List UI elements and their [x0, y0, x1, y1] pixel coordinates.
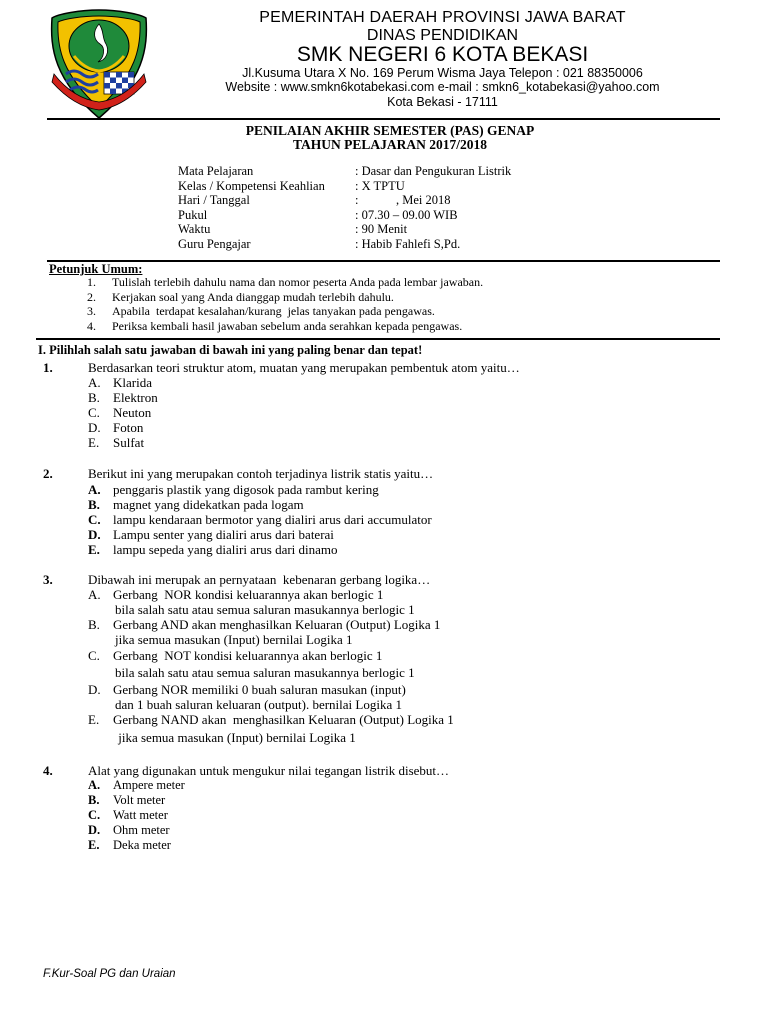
school-website-email: Website : www.smkn6kotabekasi.com e-mail : smkn6_kotabekasi@yahoo.com [225, 80, 660, 94]
question-stem: Berikut ini yang merupakan contoh terjadinya listrik statis yaitu… [88, 466, 434, 481]
option-b: B. Elektron [88, 390, 158, 405]
info-value: : X TPTU [355, 178, 405, 193]
option-e: E. Gerbang NAND akan menghasilkan Keluaran (Output) Logika 1 [88, 712, 454, 727]
option-b: B. magnet yang didekatkan pada logam [88, 497, 304, 512]
instruction-item: 4. Periksa kembali hasil jawaban sebelum anda serahkan kepada pengawas. [87, 318, 463, 333]
exam-info-table [178, 164, 511, 251]
info-key: Waktu [178, 222, 211, 236]
info-row [178, 237, 511, 252]
option-e: E. Sulfat [88, 435, 145, 450]
info-row [178, 208, 511, 223]
option-a: A. Ampere meter [88, 778, 185, 792]
section-heading: I. Pilihlah salah satu jawaban di bawah ini yang paling benar dan tepat! [38, 343, 423, 357]
info-row [178, 164, 511, 179]
option-d: D. Lampu senter yang dialiri arus dari baterai [88, 527, 334, 542]
info-value: : Dasar dan Pengukuran Listrik [355, 164, 512, 178]
option-c-continuation: bila salah satu atau semua saluran masukannya berlogic 1 [115, 665, 415, 680]
info-value: : , Mei 2018 [355, 193, 451, 207]
option-b-continuation: jika semua masukan (Input) bernilai Logika 1 [115, 632, 353, 647]
question-number: 2. [43, 466, 53, 481]
option-b: B. Volt meter [88, 793, 166, 807]
option-c: C. Gerbang NOT kondisi keluarannya akan berlogic 1 [88, 648, 383, 663]
option-a: A. penggaris plastik yang digosok pada rambut kering [88, 482, 379, 497]
question-stem: Dibawah ini merupak an pernyataan kebenaran gerbang logika… [88, 572, 431, 587]
school-name: SMK NEGERI 6 KOTA BEKASI [296, 43, 589, 66]
option-e: E. Deka meter [88, 838, 171, 852]
info-row [178, 222, 511, 237]
exam-year: TAHUN PELAJARAN 2017/2018 [292, 137, 487, 152]
option-a: A. Klarida [88, 375, 152, 390]
question-stem: Berdasarkan teori struktur atom, muatan yang merupakan pembentuk atom yaitu… [88, 360, 520, 375]
exam-title: PENILAIAN AKHIR SEMESTER (PAS) GENAP [245, 123, 535, 138]
info-key: Mata Pelajaran [178, 164, 254, 178]
instructions-title: Petunjuk Umum: [49, 262, 143, 276]
info-value: : 90 Menit [355, 222, 408, 236]
department-title: DINAS PENDIDIKAN [366, 27, 519, 44]
option-e: E. lampu sepeda yang dialiri arus dari dinamo [88, 542, 338, 557]
info-key: Hari / Tanggal [178, 193, 250, 207]
option-c: C. Watt meter [88, 808, 168, 822]
info-value: : Habib Fahlefi S,Pd. [355, 236, 461, 251]
letterhead-divider [47, 118, 720, 120]
instruction-item: 1. Tulislah terlebih dahulu nama dan nomor peserta Anda pada lembar jawaban. [87, 275, 484, 289]
option-a: A. Gerbang NOR kondisi keluarannya akan berlogic 1 [88, 587, 384, 602]
option-a-continuation: bila salah satu atau semua saluran masukannya berlogic 1 [115, 602, 415, 617]
option-d: D. Gerbang NOR memiliki 0 buah saluran masukan (input) [88, 682, 406, 697]
option-d-continuation: dan 1 buah saluran keluaran (output). bernilai Logika 1 [115, 697, 402, 712]
west-java-emblem-logo [48, 8, 150, 120]
question-number: 4. [43, 763, 53, 778]
question-stem: Alat yang digunakan untuk mengukur nilai tegangan listrik disebut… [88, 763, 450, 778]
info-row [178, 179, 511, 194]
info-row [178, 193, 511, 208]
instruction-item: 3. Apabila terdapat kesalahan/kurang jelas tanyakan pada pengawas. [87, 304, 435, 318]
info-key: Guru Pengajar [178, 236, 251, 251]
option-e-continuation: jika semua masukan (Input) bernilai Logika 1 [115, 730, 356, 745]
option-b: B. Gerbang AND akan menghasilkan Keluaran (Output) Logika 1 [88, 617, 441, 632]
info-divider [47, 260, 720, 262]
question-number: 1. [43, 360, 53, 375]
option-d: D. Ohm meter [88, 823, 170, 837]
instructions-list [87, 275, 483, 333]
government-title: PEMERINTAH DAERAH PROVINSI JAWA BARAT [259, 9, 626, 26]
instruction-item: 2. Kerjakan soal yang Anda dianggap mudah terlebih dahulu. [87, 289, 394, 304]
document-footer: F.Kur-Soal PG dan Uraian [43, 968, 176, 980]
info-key: Kelas / Kompetensi Keahlian [178, 178, 325, 193]
school-address: Jl.Kusuma Utara X No. 169 Perum Wisma Jaya Telepon : 021 88350006 [242, 66, 643, 80]
option-c: C. lampu kendaraan bermotor yang dialiri arus dari accumulator [88, 512, 432, 527]
instructions-divider [36, 338, 720, 340]
option-c: C. Neuton [88, 405, 152, 420]
question-number: 3. [43, 572, 53, 587]
option-d: D. Foton [88, 420, 144, 435]
info-key: Pukul [178, 207, 208, 222]
info-value: : 07.30 – 09.00 WIB [355, 207, 458, 222]
school-city: Kota Bekasi - 17111 [387, 95, 498, 109]
